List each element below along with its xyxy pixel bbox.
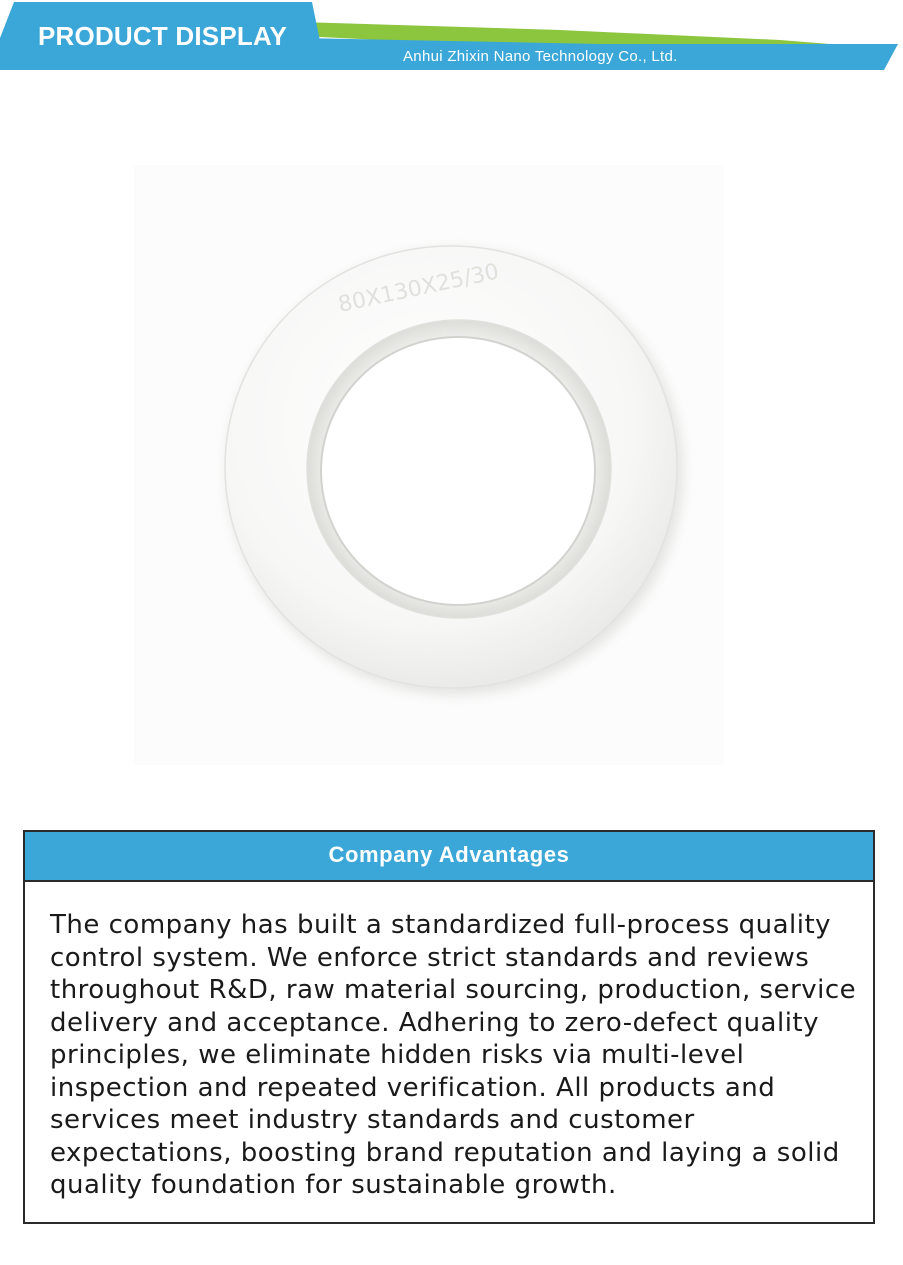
advantages-text: The company has built a standardized full-process quality control system. We enforce strict standards and reviews throughout R&D, raw material sourcing, production, service delivery and acceptance. Adhering to zero-defect quality principles, we eliminate hidden risks via multi-level inspection and repeated verification. All products and services meet industry standards and customer expectations, boosting brand reputation and laying a solid quality foundation for sustainable growth. xyxy=(50,910,857,1200)
company-advantages-panel xyxy=(23,830,875,1224)
company-name: Anhui Zhixin Nano Technology Co., Ltd. xyxy=(403,48,678,65)
ring-hole xyxy=(321,337,595,605)
ring-imprint: 80X130X25/30 xyxy=(336,259,502,318)
header-banner xyxy=(0,0,903,80)
product-image xyxy=(0,80,903,800)
advantages-title: Company Advantages xyxy=(25,832,873,882)
ceramic-ring-image xyxy=(0,80,903,800)
page-title: PRODUCT DISPLAY xyxy=(38,21,288,51)
